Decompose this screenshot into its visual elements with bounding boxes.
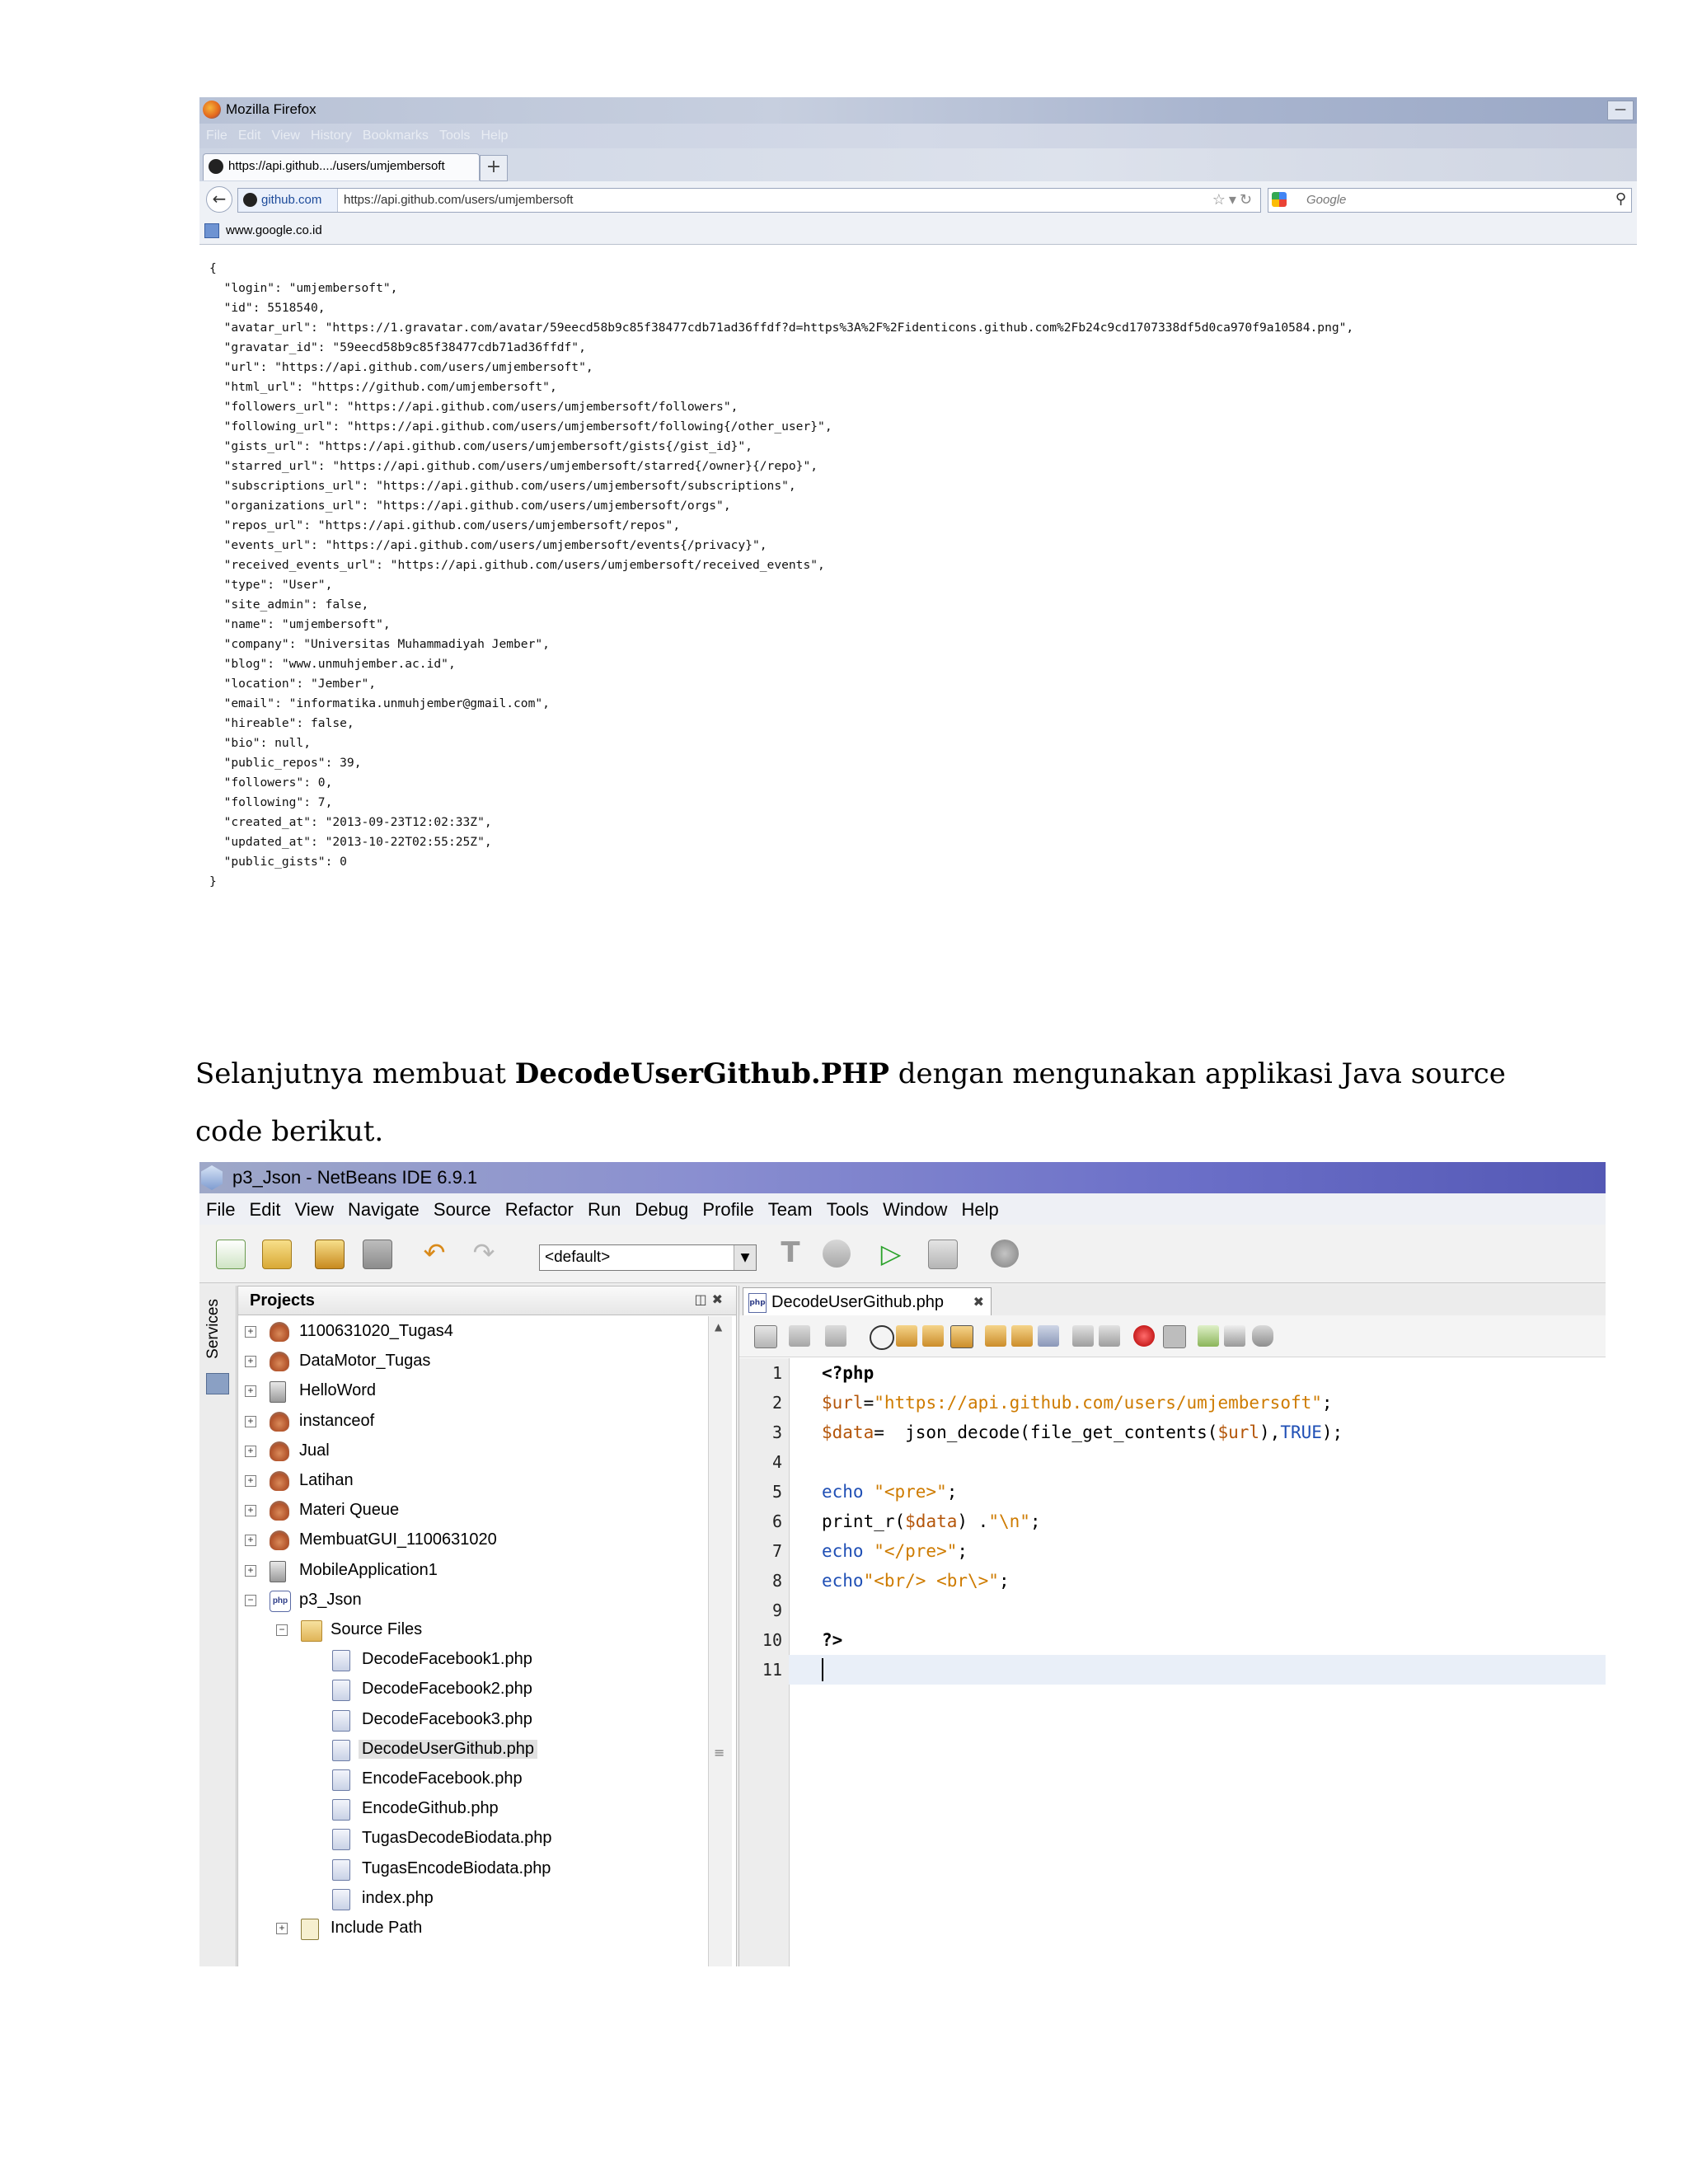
line-number: 5 bbox=[771, 1482, 782, 1502]
expand-icon[interactable]: + bbox=[276, 1923, 288, 1934]
pre-close-string: "</pre>" bbox=[863, 1541, 958, 1561]
database-icon[interactable] bbox=[1252, 1325, 1273, 1347]
redo-icon[interactable]: ↷ bbox=[472, 1237, 495, 1268]
code-line-10 bbox=[822, 1630, 842, 1650]
body-paragraph bbox=[195, 1045, 1531, 1160]
print-r-call: print_r( bbox=[822, 1511, 906, 1531]
json-line: "updated_at": "2013-10-22T02:55:25Z", bbox=[209, 835, 492, 849]
paragraph-text-after: dengan mengunakan applikasi Java source code berikut. bbox=[195, 1057, 1506, 1148]
tree-item-label: Source Files bbox=[331, 1620, 423, 1638]
json-line: "followers_url": "https://api.github.com/users/umjembersoft/followers", bbox=[209, 400, 738, 414]
mobile-project-icon bbox=[270, 1561, 286, 1582]
tree-item[interactable] bbox=[238, 1557, 700, 1585]
code-line-7 bbox=[822, 1541, 968, 1561]
tree-item[interactable] bbox=[238, 1586, 700, 1615]
json-line: "login": "umjembersoft", bbox=[209, 281, 398, 295]
tree-item[interactable] bbox=[238, 1736, 700, 1764]
json-line: "location": "Jember", bbox=[209, 677, 377, 691]
code-area[interactable] bbox=[789, 1358, 1606, 1966]
line-number: 9 bbox=[771, 1601, 782, 1620]
toggle-highlight-icon[interactable] bbox=[950, 1325, 973, 1348]
services-side-tab[interactable] bbox=[199, 1286, 237, 1966]
browser-tab-label: https://api.github..../users/umjembersoft bbox=[228, 159, 445, 173]
netbeans-title-bar bbox=[199, 1162, 1606, 1193]
tree-item[interactable] bbox=[238, 1437, 700, 1465]
projects-panel-header bbox=[238, 1286, 736, 1315]
tree-item[interactable] bbox=[238, 1646, 700, 1674]
json-line: "html_url": "https://github.com/umjembersoft", bbox=[209, 380, 557, 394]
var-data: $data bbox=[822, 1422, 874, 1442]
menu-source[interactable]: Source bbox=[433, 1199, 491, 1220]
line-number: 6 bbox=[771, 1511, 782, 1531]
services-icon bbox=[206, 1373, 229, 1394]
collapse-icon[interactable]: − bbox=[276, 1624, 288, 1636]
firefox-title-bar bbox=[199, 97, 1637, 124]
menu-team[interactable]: Team bbox=[767, 1199, 813, 1220]
debug-icon[interactable] bbox=[928, 1240, 958, 1269]
bookmark-star-icon[interactable]: ☆▾↻ bbox=[1212, 191, 1255, 209]
tree-item[interactable] bbox=[238, 1825, 700, 1853]
editor-tab[interactable] bbox=[743, 1287, 992, 1316]
json-line: { bbox=[209, 261, 217, 275]
json-line: "email": "informatika.unmuhjember@gmail.com", bbox=[209, 696, 550, 710]
menu-file[interactable]: File bbox=[206, 1199, 236, 1220]
expand-icon[interactable]: + bbox=[245, 1505, 256, 1516]
tree-item[interactable] bbox=[238, 1616, 700, 1644]
tree-item-label: EncodeFacebook.php bbox=[362, 1769, 523, 1788]
json-line: "id": 5518540, bbox=[209, 301, 326, 315]
json-line: "following_url": "https://api.github.com/users/umjembersoft/following{/other_user}", bbox=[209, 419, 832, 434]
projects-title: Projects bbox=[250, 1291, 315, 1310]
current-line-highlight bbox=[789, 1655, 1606, 1685]
line-number: 2 bbox=[771, 1393, 782, 1413]
firefox-tab-strip bbox=[199, 148, 1637, 181]
netbeans-window-title: p3_Json - NetBeans IDE 6.9.1 bbox=[232, 1167, 478, 1188]
minimize-button[interactable]: — bbox=[1607, 101, 1634, 120]
code-line-2 bbox=[822, 1393, 1333, 1413]
menu-edit[interactable]: Edit bbox=[237, 129, 261, 143]
semicolon: ; bbox=[957, 1541, 968, 1561]
assign-op: = bbox=[863, 1393, 874, 1413]
netbeans-screenshot bbox=[199, 1162, 1606, 1966]
collapse-icon[interactable]: − bbox=[245, 1595, 256, 1606]
php-file-icon bbox=[332, 1680, 350, 1701]
json-line: "followers": 0, bbox=[209, 776, 333, 790]
json-line: "site_admin": false, bbox=[209, 598, 369, 612]
url-string: "https://api.github.com/users/umjembersoft" bbox=[874, 1393, 1322, 1413]
projects-panel bbox=[237, 1286, 737, 1966]
php-file-icon bbox=[332, 1859, 350, 1881]
expand-icon[interactable]: + bbox=[245, 1326, 256, 1338]
menu-help[interactable]: Help bbox=[481, 129, 509, 143]
toggle-bookmark-icon[interactable] bbox=[1038, 1325, 1059, 1347]
php-close-tag: ?> bbox=[822, 1630, 843, 1650]
json-line: "repos_url": "https://api.github.com/users/umjembersoft/repos", bbox=[209, 518, 681, 532]
tree-item-label: 1100631020_Tugas4 bbox=[299, 1322, 453, 1340]
editor-toolbar bbox=[739, 1315, 1606, 1357]
tree-item-label: Materi Queue bbox=[299, 1501, 400, 1520]
menu-navigate[interactable]: Navigate bbox=[347, 1199, 420, 1220]
line-number: 10 bbox=[762, 1630, 782, 1650]
tree-item-label: DecodeFacebook2.php bbox=[362, 1680, 532, 1699]
php-file-icon bbox=[332, 1740, 350, 1761]
json-line: "public_repos": 39, bbox=[209, 756, 362, 770]
expand-icon[interactable]: + bbox=[245, 1565, 256, 1577]
record-macro-icon[interactable] bbox=[1133, 1325, 1155, 1347]
json-line: "name": "umjembersoft", bbox=[209, 617, 391, 631]
previous-bookmark-icon[interactable] bbox=[985, 1325, 1006, 1347]
profile-icon[interactable] bbox=[991, 1240, 1019, 1268]
php-file-icon bbox=[332, 1710, 350, 1732]
menu-help[interactable]: Help bbox=[961, 1199, 999, 1220]
tree-item[interactable] bbox=[238, 1377, 700, 1405]
echo-keyword: echo bbox=[822, 1541, 864, 1561]
tree-item-label: DataMotor_Tugas bbox=[299, 1352, 431, 1371]
menu-edit[interactable]: Edit bbox=[249, 1199, 281, 1220]
var-url: $url bbox=[822, 1393, 864, 1413]
tree-item-label: Latihan bbox=[299, 1471, 354, 1489]
code-line-3 bbox=[822, 1422, 1343, 1442]
php-file-icon bbox=[332, 1769, 350, 1791]
php-file-icon bbox=[332, 1889, 350, 1910]
line-number: 7 bbox=[771, 1541, 782, 1561]
line-number: 4 bbox=[771, 1452, 782, 1472]
coffee-cup-icon bbox=[270, 1322, 289, 1342]
close-icon[interactable]: ✖ bbox=[973, 1294, 984, 1310]
code-line-1 bbox=[822, 1363, 874, 1383]
newline-string: "\n" bbox=[988, 1511, 1030, 1531]
undo-icon[interactable]: ↶ bbox=[423, 1237, 446, 1268]
semicolon: ; bbox=[946, 1482, 958, 1502]
save-all-icon[interactable] bbox=[363, 1240, 392, 1269]
tree-item-label: instanceof bbox=[299, 1411, 375, 1430]
json-line: "following": 7, bbox=[209, 795, 333, 809]
uncomment-icon[interactable] bbox=[1224, 1325, 1245, 1347]
tree-item[interactable] bbox=[238, 1467, 700, 1495]
json-response bbox=[209, 259, 1353, 892]
paragraph-text-before: Selanjutnya membuat bbox=[195, 1057, 515, 1090]
true-keyword: TRUE bbox=[1280, 1422, 1322, 1442]
library-icon bbox=[301, 1919, 319, 1940]
tree-item-label: Jual bbox=[299, 1441, 330, 1460]
site-identity-label: github.com bbox=[261, 193, 322, 207]
tree-item[interactable] bbox=[238, 1318, 700, 1346]
menu-profile[interactable]: Profile bbox=[702, 1199, 754, 1220]
next-bookmark-icon[interactable] bbox=[1011, 1325, 1033, 1347]
tree-item[interactable] bbox=[238, 1675, 700, 1704]
coffee-cup-icon bbox=[270, 1352, 289, 1371]
bookmark-page-icon bbox=[204, 223, 219, 238]
menu-view[interactable]: View bbox=[271, 129, 300, 143]
semicolon: ; bbox=[1321, 1393, 1333, 1413]
tree-item[interactable] bbox=[238, 1765, 700, 1793]
php-open-tag: <?php bbox=[822, 1363, 874, 1383]
php-file-icon bbox=[332, 1650, 350, 1671]
json-line: "url": "https://api.github.com/users/umjembersoft", bbox=[209, 360, 593, 374]
json-line: "bio": null, bbox=[209, 736, 312, 750]
tree-item[interactable] bbox=[238, 1706, 700, 1734]
var-data-arg: $data bbox=[905, 1511, 958, 1531]
json-decode-call: = json_decode(file_get_contents( bbox=[874, 1422, 1218, 1442]
expand-icon[interactable]: + bbox=[245, 1475, 256, 1487]
find-previous-icon[interactable] bbox=[896, 1325, 917, 1347]
tree-item-label: TugasEncodeBiodata.php bbox=[362, 1858, 551, 1877]
netbeans-main-toolbar bbox=[199, 1225, 1606, 1283]
tree-item-label: TugasDecodeBiodata.php bbox=[362, 1829, 552, 1848]
coffee-cup-icon bbox=[270, 1412, 289, 1432]
line-number: 1 bbox=[771, 1363, 782, 1383]
pre-open-string: "<pre>" bbox=[863, 1482, 947, 1502]
echo-keyword: echo bbox=[822, 1571, 864, 1591]
json-line: "gists_url": "https://api.github.com/users/umjembersoft/gists{/gist_id}", bbox=[209, 439, 753, 453]
concat-op: ) . bbox=[957, 1511, 989, 1531]
run-icon[interactable]: ▷ bbox=[880, 1238, 902, 1269]
expand-icon[interactable]: + bbox=[245, 1356, 256, 1367]
search-icon[interactable]: ⚲ bbox=[1615, 190, 1626, 208]
menu-window[interactable]: Window bbox=[883, 1199, 948, 1220]
coffee-cup-icon bbox=[270, 1441, 289, 1461]
coffee-cup-icon bbox=[270, 1471, 289, 1491]
php-file-icon bbox=[332, 1799, 350, 1821]
json-line: "avatar_url": "https://1.gravatar.com/avatar/59eecd58b9c85f38477cdb71ad36ffdf?d=https%3A%2F%2Fidenticons.github.com%2Fb24c9cd1707338df5d0ca970f9a10584.png", bbox=[209, 321, 1354, 335]
tree-item[interactable] bbox=[238, 1347, 700, 1376]
mobile-project-icon bbox=[270, 1381, 286, 1403]
new-project-icon[interactable] bbox=[262, 1240, 292, 1269]
json-line: "subscriptions_url": "https://api.github.com/users/umjembersoft/subscriptions", bbox=[209, 479, 796, 493]
menu-tools[interactable]: Tools bbox=[439, 129, 471, 143]
tree-item-label: p3_Json bbox=[299, 1590, 362, 1609]
github-icon bbox=[209, 159, 223, 174]
json-line: "events_url": "https://api.github.com/users/umjembersoft/events{/privacy}", bbox=[209, 538, 767, 552]
menu-view[interactable]: View bbox=[294, 1199, 334, 1220]
json-line: "hireable": false, bbox=[209, 716, 354, 730]
tree-item[interactable] bbox=[238, 1526, 700, 1554]
tree-item[interactable] bbox=[238, 1855, 700, 1883]
line-number: 11 bbox=[762, 1660, 782, 1680]
expand-icon[interactable]: + bbox=[245, 1416, 256, 1427]
php-file-icon bbox=[332, 1829, 350, 1850]
site-identity-button[interactable] bbox=[238, 189, 338, 212]
chevron-down-icon[interactable]: ▼ bbox=[734, 1245, 756, 1270]
tree-item[interactable] bbox=[238, 1885, 700, 1913]
comma: ), bbox=[1259, 1422, 1281, 1442]
search-box[interactable] bbox=[1268, 188, 1632, 213]
configuration-select[interactable] bbox=[539, 1244, 757, 1271]
find-next-icon[interactable] bbox=[922, 1325, 944, 1347]
expand-icon[interactable]: + bbox=[245, 1446, 256, 1457]
editor-tab-label: DecodeUserGithub.php bbox=[771, 1293, 945, 1311]
tree-item-label: DecodeUserGithub.php bbox=[359, 1740, 537, 1759]
clean-build-icon[interactable] bbox=[823, 1240, 851, 1268]
firefox-nav-bar bbox=[199, 181, 1637, 218]
url-text[interactable]: https://api.github.com/users/umjembersoft bbox=[344, 193, 574, 207]
code-line-8 bbox=[822, 1571, 1010, 1591]
tree-item-label: index.php bbox=[362, 1888, 434, 1907]
menu-bookmarks[interactable]: Bookmarks bbox=[362, 129, 429, 143]
build-hammer-icon[interactable]: T bbox=[781, 1236, 800, 1269]
php-file-icon: php bbox=[748, 1293, 767, 1313]
firefox-logo-icon bbox=[203, 101, 221, 119]
echo-keyword: echo bbox=[822, 1482, 864, 1502]
json-line: "starred_url": "https://api.github.com/users/umjembersoft/starred{/owner}{/repo}", bbox=[209, 459, 818, 473]
browser-tab[interactable] bbox=[203, 153, 480, 180]
menu-file[interactable]: File bbox=[206, 129, 227, 143]
tree-item[interactable] bbox=[238, 1795, 700, 1823]
find-icon[interactable] bbox=[870, 1325, 894, 1350]
tree-item-label: EncodeGithub.php bbox=[362, 1799, 499, 1818]
paragraph-bold-filename: DecodeUserGithub.PHP bbox=[514, 1057, 889, 1090]
folder-icon bbox=[301, 1620, 322, 1642]
php-project-icon: php bbox=[270, 1591, 291, 1612]
firefox-screenshot bbox=[199, 97, 1637, 905]
services-label: Services bbox=[204, 1299, 222, 1359]
tree-item[interactable] bbox=[238, 1497, 700, 1525]
menu-history[interactable]: History bbox=[311, 129, 352, 143]
line-number: 3 bbox=[771, 1422, 782, 1442]
code-line-5 bbox=[822, 1482, 957, 1502]
json-line: "created_at": "2013-09-23T12:02:33Z", bbox=[209, 815, 492, 829]
new-tab-button[interactable]: + bbox=[480, 155, 508, 181]
json-line: "public_gists": 0 bbox=[209, 855, 347, 869]
coffee-cup-icon bbox=[270, 1530, 289, 1550]
url-bar[interactable] bbox=[237, 188, 1261, 213]
projects-scrollbar[interactable] bbox=[708, 1316, 732, 1966]
json-line: "company": "Universitas Muhammadiyah Jember", bbox=[209, 637, 550, 651]
semicolon: ; bbox=[1029, 1511, 1041, 1531]
menu-tools[interactable]: Tools bbox=[826, 1199, 870, 1220]
line-number: 8 bbox=[771, 1571, 782, 1591]
new-file-icon[interactable] bbox=[216, 1240, 246, 1269]
br-string: "<br/> <br\>" bbox=[863, 1571, 999, 1591]
firefox-menu-bar bbox=[199, 124, 1637, 148]
tree-item-label: Include Path bbox=[331, 1919, 423, 1937]
line-number-gutter bbox=[739, 1358, 790, 1966]
back-button[interactable]: ← bbox=[206, 186, 232, 213]
menu-debug[interactable]: Debug bbox=[635, 1199, 689, 1220]
last-edit-icon[interactable] bbox=[754, 1325, 777, 1348]
tree-item-label: DecodeFacebook1.php bbox=[362, 1650, 532, 1669]
shift-right-icon[interactable] bbox=[1099, 1325, 1120, 1347]
editor-tab-strip bbox=[739, 1286, 1606, 1316]
configuration-value: <default> bbox=[545, 1249, 611, 1266]
tree-item-label: MobileApplication1 bbox=[299, 1560, 438, 1579]
menu-refactor[interactable]: Refactor bbox=[504, 1199, 574, 1220]
code-line-6 bbox=[822, 1511, 1041, 1531]
bookmark-google[interactable]: www.google.co.id bbox=[226, 223, 322, 237]
netbeans-menu-bar bbox=[199, 1193, 1606, 1226]
github-icon bbox=[243, 193, 257, 207]
json-line: "gravatar_id": "59eecd58b9c85f38477cdb71ad36ffdf", bbox=[209, 340, 586, 354]
bookmarks-toolbar bbox=[199, 218, 1637, 245]
json-line: "received_events_url": "https://api.github.com/users/umjembersoft/received_events", bbox=[209, 558, 825, 572]
tree-item[interactable] bbox=[238, 1915, 700, 1943]
stop-macro-icon[interactable] bbox=[1163, 1325, 1186, 1348]
code-editor bbox=[738, 1286, 1606, 1966]
firefox-window-title: Mozilla Firefox bbox=[226, 101, 316, 117]
comment-icon[interactable] bbox=[1198, 1325, 1219, 1347]
tree-item-label: HelloWord bbox=[299, 1381, 376, 1400]
search-placeholder: Google bbox=[1306, 193, 1347, 207]
tree-item-label: DecodeFacebook3.php bbox=[362, 1709, 532, 1728]
scroll-grip-icon[interactable]: ≡ bbox=[714, 1745, 725, 1760]
shift-left-icon[interactable] bbox=[1072, 1325, 1094, 1347]
panel-controls[interactable]: ◫✖ bbox=[694, 1291, 728, 1307]
text-caret bbox=[822, 1658, 823, 1681]
json-line: "organizations_url": "https://api.github.com/users/umjembersoft/orgs", bbox=[209, 499, 731, 513]
expand-icon[interactable]: + bbox=[245, 1535, 256, 1546]
netbeans-logo-icon bbox=[201, 1165, 223, 1190]
expand-icon[interactable]: + bbox=[245, 1385, 256, 1397]
tree-item[interactable] bbox=[238, 1408, 700, 1436]
back-icon[interactable] bbox=[789, 1325, 810, 1347]
semicolon: ; bbox=[998, 1571, 1010, 1591]
scroll-up-icon[interactable]: ▲ bbox=[715, 1321, 723, 1333]
json-line: "type": "User", bbox=[209, 578, 333, 592]
open-project-icon[interactable] bbox=[315, 1240, 345, 1269]
close-paren: ); bbox=[1321, 1422, 1343, 1442]
json-line: "blog": "www.unmuhjember.ac.id", bbox=[209, 657, 456, 671]
coffee-cup-icon bbox=[270, 1501, 289, 1521]
forward-icon[interactable] bbox=[825, 1325, 846, 1347]
json-line: } bbox=[209, 874, 217, 888]
tree-item-label: MembuatGUI_1100631020 bbox=[299, 1530, 497, 1549]
google-icon bbox=[1272, 192, 1287, 207]
var-url-arg: $url bbox=[1217, 1422, 1260, 1442]
menu-run[interactable]: Run bbox=[587, 1199, 621, 1220]
